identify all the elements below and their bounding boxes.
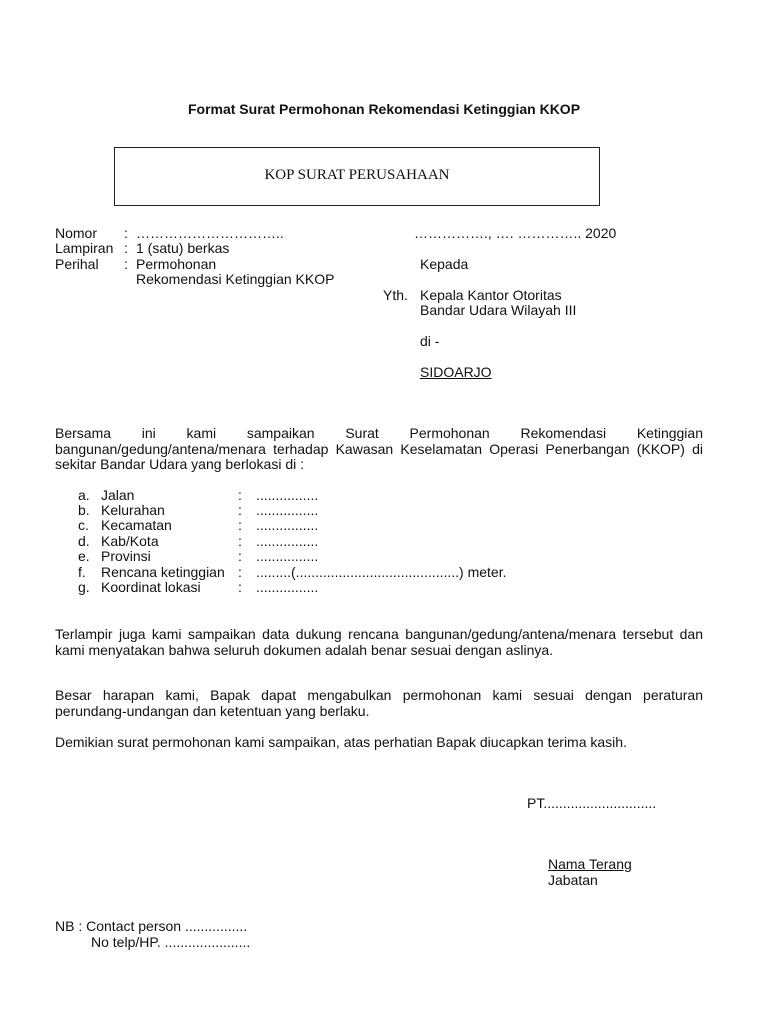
lampiran-value: 1 (satu) berkas: [136, 240, 230, 256]
nomor-label: Nomor: [55, 225, 98, 241]
closing-paragraph: Demikian surat permohonan kami sampaikan, atas perhatian Bapak diucapkan terima kasih.: [55, 734, 627, 750]
perihal-value-line2: Rekomendasi Ketinggian KKOP: [136, 271, 335, 287]
company-name-field: PT.............................: [527, 795, 657, 811]
letter-date: ……………., …. ………….. 2020: [414, 225, 617, 241]
yth-label: Yth.: [383, 287, 408, 303]
perihal-colon: :: [124, 256, 128, 272]
document-title: Format Surat Permohonan Rekomendasi Ketinggian KKOP: [187, 101, 581, 117]
letterhead-text: KOP SURAT PERUSAHAAN: [264, 166, 450, 183]
recipient-line1: Kepala Kantor Otoritas: [420, 287, 562, 303]
nomor-value: …………………………..: [136, 225, 284, 241]
kepada-label: Kepada: [420, 256, 469, 272]
phone-note: No telp/HP. ......................: [91, 934, 251, 950]
lampiran-label: Lampiran: [55, 240, 114, 256]
perihal-value-line1: Permohonan: [136, 256, 217, 272]
lampiran-colon: :: [124, 240, 128, 256]
letterhead-box: [114, 147, 600, 206]
contact-person-note: NB : Contact person ................: [55, 918, 248, 934]
signatory-name: Nama Terang: [548, 856, 632, 872]
request-paragraph: Besar harapan kami, Bapak dapat mengabulkan permohonan kami sesuai dengan peraturan perundang-undangan dan ketentuan yang berlaku.: [55, 687, 703, 719]
attachment-paragraph: Terlampir juga kami sampaikan data dukung rencana bangunan/gedung/antena/menara tersebut dan kami menyatakan bahwa seluruh dokumen adalah benar sesuai dengan aslinya.: [55, 626, 703, 658]
intro-paragraph: Bersama ini kami sampaikan Surat Permohonan Rekomendasi Ketinggian bangunan/gedung/antena/menara terhadap Kawasan Keselamatan Operasi Penerbangan (KKOP) di sekitar Bandar Udara yang berlokasi di :: [55, 425, 703, 472]
recipient-line2: Bandar Udara Wilayah III: [420, 302, 577, 318]
nomor-colon: :: [124, 225, 128, 241]
signatory-position: Jabatan: [548, 872, 598, 888]
di-label: di -: [420, 333, 440, 349]
recipient-city: SIDOARJO: [420, 364, 492, 380]
perihal-label: Perihal: [55, 256, 99, 272]
